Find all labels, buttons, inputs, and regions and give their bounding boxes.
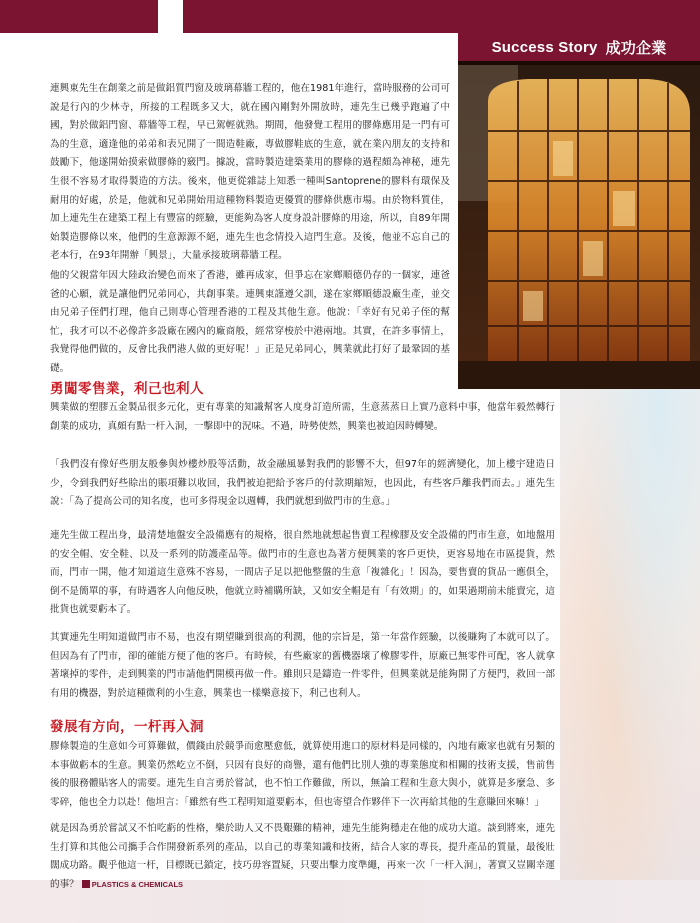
article-paragraph-8-text: 就是因為勇於嘗試又不怕吃虧的性格，樂於助人又不畏艱難的精神，連先生能夠穩走在他的成功大道。談到將來，連先生打算和其他公司攜手合作開發新系列的產品，以自己的專業知識和技術，結合人家的專長，提升產品的質量，最後壯闊成功路。觀乎他這一杆，目標既已鎖定，技巧毋容置疑，只要出擊力度準繩，再來一次「一杆入洞」，著實又豈關幸運的事？ — [50, 823, 555, 890]
article-paragraph-3: 興業做的塑膠五金製品很多元化，更有專業的知識幫客人度身訂造所需，生意蒸蒸日上實乃意料中事，他當年毅然轉行創業的成功，真頗有點一杆入洞，一擊即中的況味。不過，時勢使然，興業也被迫因時轉變。 — [50, 402, 555, 432]
top-bar-left — [0, 0, 158, 33]
section-heading-1: 勇闖零售業，利己也利人 — [50, 381, 204, 397]
section-title-en: Success Story — [491, 38, 598, 56]
article-paragraph-7: 膠條製造的生意如今可算難做，價錢由於競爭而愈壓愈低，就算使用進口的原材料是同樣的，內地有廠家也就有另類的本事做虧本的生意。興業仍然屹立不倒，只因有良好的商譽，還有他們比別人強的專業態度和相關的技術支援，售前售後的服務體貼客人的需要。連先生自言勇於嘗試，也不怕工作難做，所以，無論工程和生意大與小，就算是多麼急、多零碎，他也全力以赴！他坦言：「雖然有些工程明知道要虧本，但也寄望合作夥伴下一次再給其他的生意賺回來嘛！」 — [50, 741, 555, 808]
building-photo — [458, 61, 700, 389]
section-title-zh: 成功企業 — [605, 38, 667, 57]
top-bar-right — [183, 0, 700, 33]
footer-square-icon — [82, 880, 90, 888]
article-paragraph-6: 其實連先生明知道做門市不易，也沒有期望賺到很高的利潤，他的宗旨是，第一年當作經驗，以後賺夠了本就可以了。但因為有了門市，卻的確能方便了他的客戶。有時候，有些廠家的舊機器壞了橡膠零件，原廠已無零件可配，客人就拿著壞掉的零件，走到興業的門市請他們開模再做一件。雖則只是鑄造一件零件，但興業就是能夠開了方便門，救回一部有用的機器，對於這種微利的小生意，興業也一樣樂意接下，利己也利人。 — [50, 632, 555, 699]
article-paragraph-5: 連先生做工程出身，最清楚地盤安全設備應有的規格，很自然地就想起售賣工程橡膠及安全設備的門市生意，如地盤用的安全帽、安全鞋、以及一系列的防護產品等。做門市的生意也為著方便興業的客戶更快，更容易地在市區提貨，然而，門市一開，他才知道這生意殊不容易，一間店子足以把他整盤的生意「複雜化」！因為，要售賣的貨品一應俱全，倒不是簡單的事，有時遇客人向他反映，他就立時補購所缺，又如安全帽是有「有效期」的，如果過期前未能賣完，這批貨也就要虧本了。 — [50, 530, 555, 616]
top-bar-gap — [158, 0, 183, 33]
building-illustration — [458, 61, 700, 389]
article-paragraph-1: 連興東先生在創業之前是做鋁質門窗及玻璃幕牆工程的，他在1981年進行，當時服務的公司可說是行內的少林寺，所接的工程既多又大，就在國內剛對外開放時，連先生已幾乎跑遍了中國，對於做鋁門窗、幕牆等工程，早已駕輕就熟。期間，他發覺工程用的膠條應用是一門有可為的生意，適逢他的弟弟和表兄開了一間造鞋廠，專做膠鞋底的生意，就在業內朋友的支持和鼓勵下，他遂開始摸索做膠條的竅門。據說，當時製造建築業用的膠條的過程頗為神秘，連先生很不容易才取得製造的方法。後來，他更從雜誌上知悉一種叫Santoprene的膠料有環保及耐用的好處，於是，他就和兄弟開始用這種物料製造更優質的膠條供應市場。由於物料質佳，加上連先生在建築工程上有豐富的經驗，更能夠為客人度身設計膠條的用途，所以，自89年開始製造膠條以來，他們的生意源源不絕，連先生也念情投入這門生意。及後，他並不忘自己的老本行，在93年開辦「興景」，大量承接玻璃幕牆工程。 — [50, 83, 450, 262]
section-header — [458, 33, 700, 61]
article-paragraph-8 — [50, 820, 555, 894]
article-paragraph-4: 「我們沒有像好些朋友般參與炒樓炒股等活動，故金融風暴對我們的影響不大，但97年的經濟變化，加上樓宇建造日少，令到我們好些賒出的賬項難以收回，我們被迫把給予客戶的付款期縮短，也因此，有些客戶離我們而去。」連先生說：「為了提高公司的知名度，也可多得現金以週轉，我們就想到做門市的生意。」 — [50, 459, 555, 508]
section-heading-2: 發展有方向，一杆再入洞 — [50, 719, 204, 735]
footer-publication-label: PLASTICS & CHEMICALS — [91, 879, 184, 889]
article-paragraph-2: 他的父親當年因大陸政治變色而來了香港，雖再成家，但爭忘在家鄉順德仍存的一個家，連爸爸的心願，就是讓他們兄弟同心，共創事業。連興東謹遵父訓，遂在家鄉順德設廠生產，並交由兄弟子侄們打理，他自己則專心管理香港的工程及其他生意。他說：「幸好有兄弟子侄的幫忙，我才可以不必像許多設廠在國內的廠商般，經常穿梭於中港兩地。其實，在許多事情上，我覺得他們做的，反會比我們港人做的更好呢！」正是兄弟同心，興業就此打好了最鞏固的基礎。 — [50, 270, 450, 374]
